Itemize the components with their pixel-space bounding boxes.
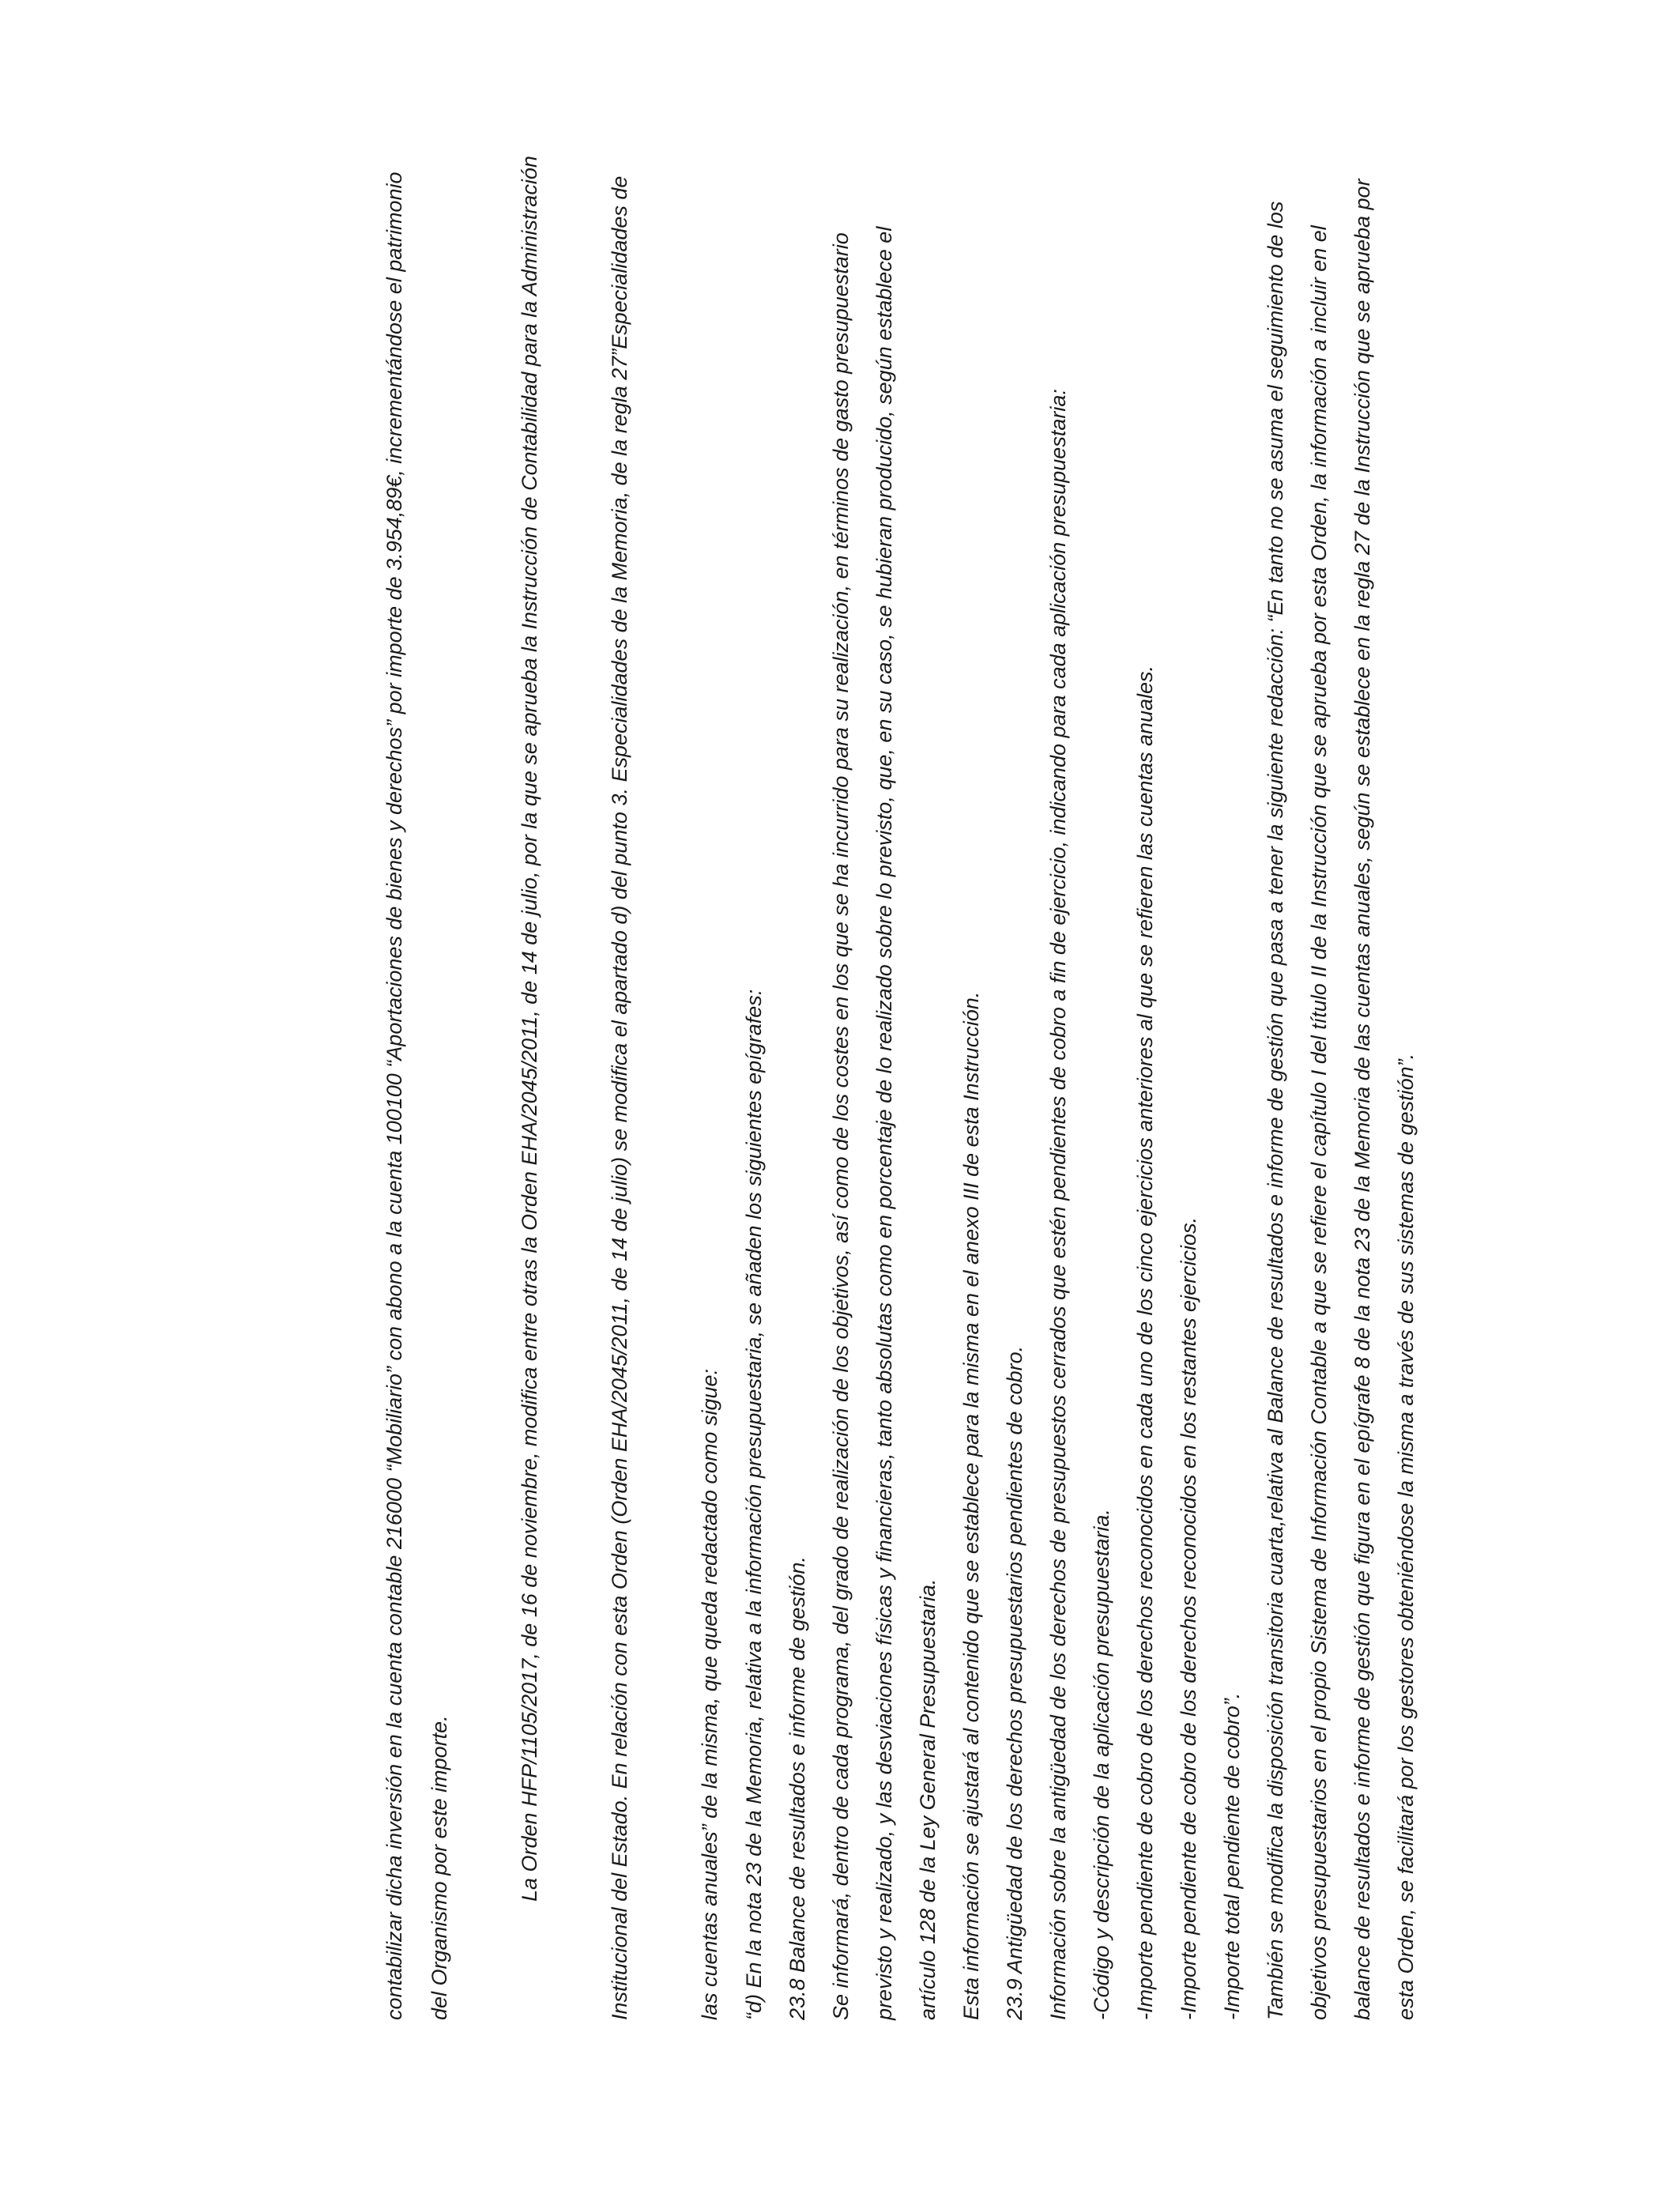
list-item: -Importe total pendiente de cobro”.	[1220, 1692, 1244, 2020]
paragraph-start-line: La Orden HFP/1105/2017, de 16 de noviembre, modifica entre otras la Orden EHA/2045/2011, de 14 de julio, por la que se aprueba la Instrucción de Contabilidad para la Administración	[518, 156, 541, 1902]
text-line: Se informará, dentro de cada programa, del grado de realización de los objetivos, así como de los costes en los que se ha incurrido para su realización, en términos de gasto presupuestario	[829, 232, 853, 2020]
text-line: “d) En la nota 23 de la Memoria, relativa a la información presupuestaria, se añaden los siguientes epígrafes:	[742, 989, 766, 2020]
text-line: Institucional del Estado. En relación con esta Orden (Orden EHA/2045/2011, de 14 de julio) se modifica el apartado d) del punto 3. Especialidades de la Memoria, de la regla 27”Especialidades de	[608, 175, 631, 2020]
text-line: balance de resultados e informe de gestión que figura en el epígrafe 8 de la nota 23 de la Memoria de las cuentas anuales, según se establece en la regla 27 de la Instrucción que se aprueba por	[1350, 179, 1374, 2020]
text-line: artículo 128 de la Ley General Presupuestaria.	[916, 1578, 940, 2020]
text-line: del Organismo por este importe.	[428, 1715, 451, 2020]
list-item: -Importe pendiente de cobro de los derechos reconocidos en los restantes ejercicios.	[1177, 1216, 1200, 2020]
text-line: Información sobre la antigüedad de los derechos de presupuestos cerrados que estén pendientes de cobro a fin de ejercicio, indicando para cada aplicación presupuestaria:	[1046, 389, 1070, 2020]
text-line: También se modifica la disposición transitoria cuarta,relativa al Balance de resultados e informe de gestión que pasa a tener la siguiente redacción: “En tanto no se asuma el seguimiento de los	[1264, 201, 1287, 2020]
list-item: -Importe pendiente de cobro de los derechos reconocidos en cada uno de los cinco ejercicios anteriores al que se refieren las cuentas anuales.	[1133, 665, 1157, 2020]
text-line: Esta información se ajustará al contenido que se establece para la misma en el anexo III de esta Instrucción.	[959, 991, 983, 2020]
rotated-text-block	[358, 125, 1418, 2069]
text-line: previsto y realizado, y las desviaciones físicas y financieras, tanto absolutas como en porcentaje de lo realizado sobre lo previsto, que, en su caso, se hubieran producido, según establece el	[872, 226, 896, 2020]
section-heading-23-9: 23.9 Antigüedad de los derechos presupuestarios pendientes de cobro.	[1003, 1345, 1026, 2020]
text-line: esta Orden, se facilitará por los gestores obteniéndose la misma a través de sus sistemas de gestión”.	[1394, 1053, 1418, 2020]
section-heading-23-8: 23.8 Balance de resultados e informe de gestión.	[785, 1556, 809, 2020]
text-line: objetivos presupuestarios en el propio Sistema de Información Contable a que se refiere el capítulo I del título II de la Instrucción que se aprueba por esta Orden, la información a incluir en el	[1307, 225, 1331, 2020]
text-line: contabilizar dicha inversión en la cuenta contable 216000 “Mobiliario” con abono a la cuenta 100100 “Aportaciones de bienes y derechos” por importe de 3.954,89€, incrementándose el patrimonio	[382, 172, 406, 2020]
list-item: -Código y descripción de la aplicación presupuestaria.	[1090, 1509, 1113, 2020]
text-line: las cuentas anuales” de la misma, que queda redactado como sigue:	[698, 1368, 721, 2020]
